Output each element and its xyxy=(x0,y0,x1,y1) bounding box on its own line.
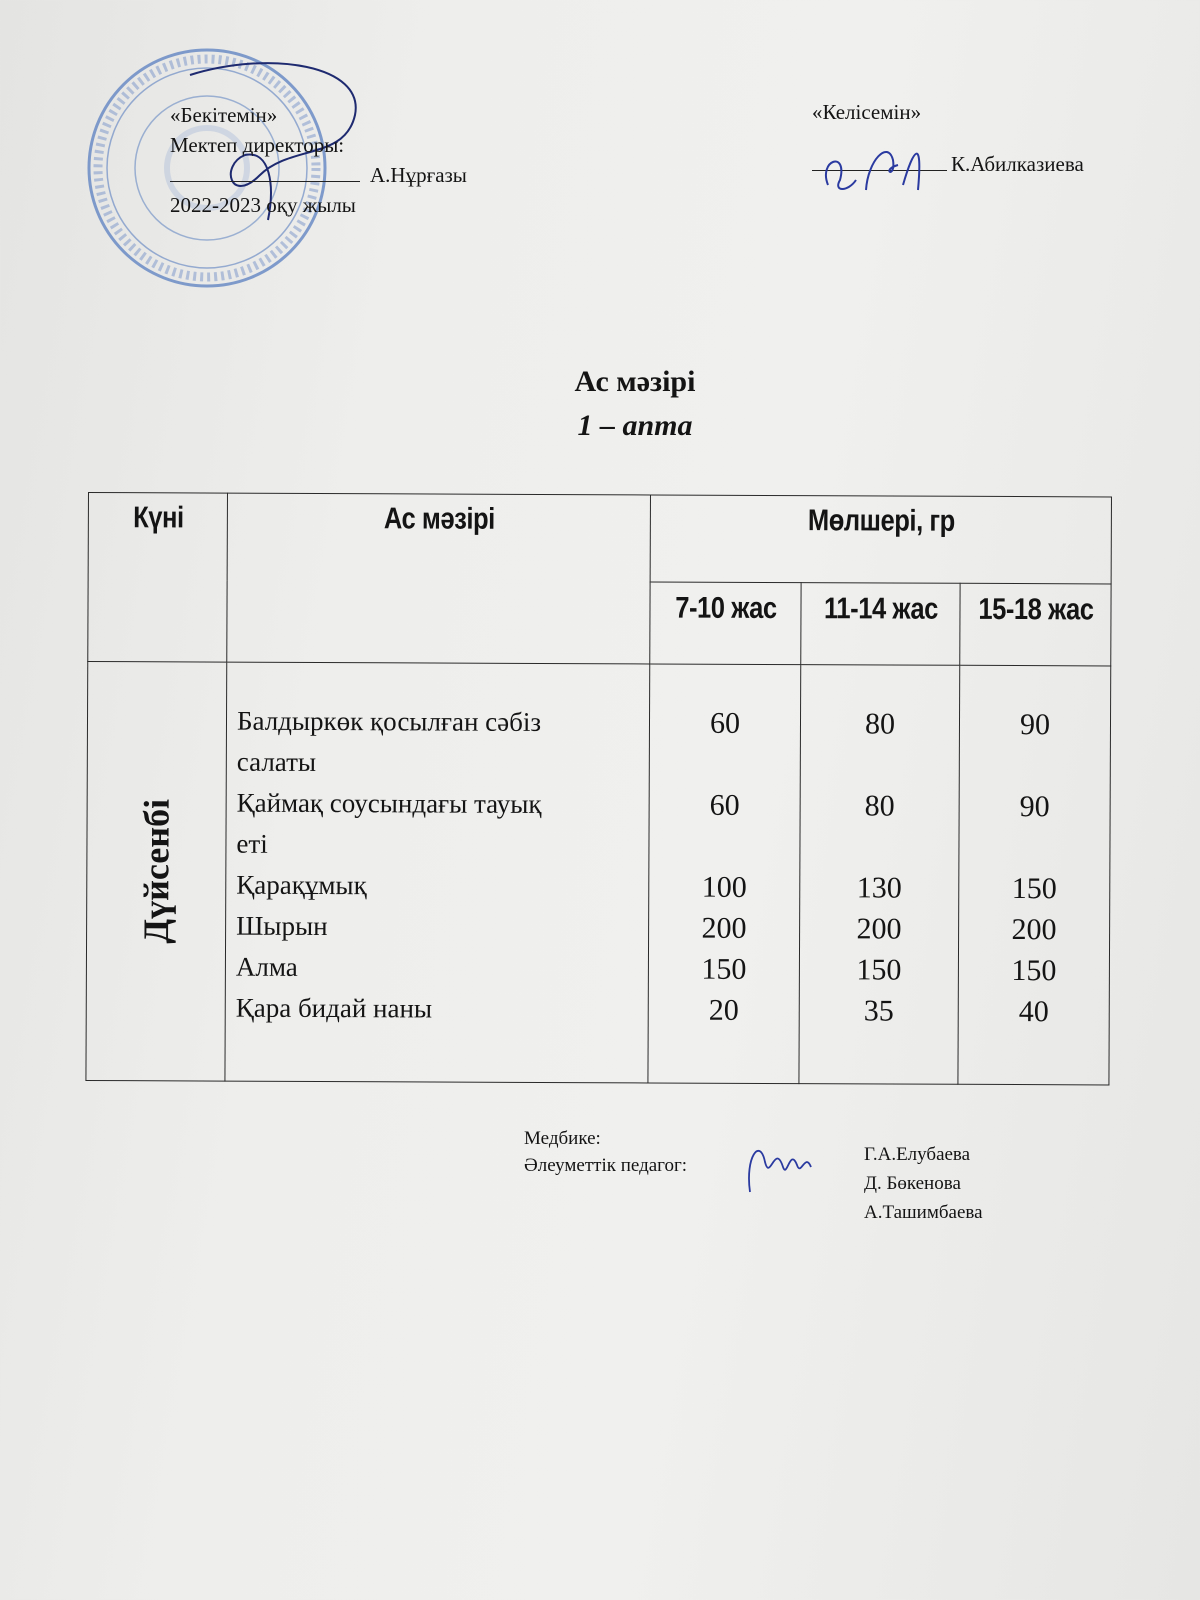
header-menu: Ас мәзірі xyxy=(258,493,618,664)
footer-roles xyxy=(524,1125,687,1179)
approval-label: «Бекітемін» xyxy=(170,103,278,127)
agreement-name: К.Абилказиева xyxy=(951,152,1084,176)
amount-value: 200 xyxy=(1011,913,1057,947)
amount-value: 80 xyxy=(864,789,895,823)
menu-title: Ас мәзірі xyxy=(574,365,696,398)
approval-block xyxy=(170,100,467,220)
amount-value: 130 xyxy=(856,871,902,905)
menu-table xyxy=(85,492,1112,1085)
amount-value: 40 xyxy=(1018,995,1049,1029)
amounts-7-10 xyxy=(648,664,801,1084)
signature-line xyxy=(170,167,360,182)
nurse-label: Медбике: xyxy=(524,1128,601,1149)
dish-item: Қарақұмық xyxy=(236,869,367,901)
amounts-15-18 xyxy=(958,665,1111,1085)
amount-value: 35 xyxy=(863,994,894,1028)
dish-item: Қара бидай наны xyxy=(235,992,433,1024)
week-title: 1 – апта xyxy=(577,409,693,442)
table-row xyxy=(86,662,1111,1085)
amount-value: 150 xyxy=(701,952,747,986)
header-age-7-10: 7-10 жас xyxy=(661,582,790,665)
amount-value: 150 xyxy=(1011,954,1057,988)
amount-value: 90 xyxy=(1019,790,1050,824)
day-cell xyxy=(86,662,227,1082)
amount-value: 80 xyxy=(864,707,896,741)
third-name: А.Ташимбаева xyxy=(864,1202,983,1223)
dish-list xyxy=(225,662,650,1083)
academic-year: 2022-2023 оқу жылы xyxy=(170,193,356,217)
dish-item: Балдыркөк қосылған сәбіз салаты xyxy=(236,705,542,777)
dish-item: Шырын xyxy=(236,910,328,942)
header-age-15-18: 15-18 жас xyxy=(971,583,1100,666)
agreement-signature xyxy=(818,130,938,200)
dish-item: Қаймақ соусындағы тауық еті xyxy=(236,787,542,859)
amounts-11-14 xyxy=(799,665,960,1085)
amount-value: 150 xyxy=(856,953,902,987)
nurse-name: Г.А.Елубаева xyxy=(864,1144,971,1165)
amount-value: 60 xyxy=(709,788,740,822)
director-role: Мектеп директоры: xyxy=(170,133,345,157)
amount-value: 150 xyxy=(1011,872,1057,906)
social-pedagogue-name: Д. Бөкенова xyxy=(864,1173,961,1194)
header-amount: Мөлшері, гр xyxy=(685,495,1077,584)
header-day: Күні xyxy=(98,493,217,663)
nurse-signature xyxy=(745,1137,815,1197)
dish-item: Алма xyxy=(235,951,298,982)
amount-value: 90 xyxy=(1019,708,1051,742)
footer-names xyxy=(864,1140,983,1227)
social-pedagogue-label: Әлеуметтік педагог: xyxy=(524,1155,688,1176)
amount-value: 100 xyxy=(701,870,747,904)
director-name: А.Нұрғазы xyxy=(370,163,467,187)
agreement-label: «Келісемін» xyxy=(812,100,922,124)
amount-value: 200 xyxy=(701,911,747,945)
amount-value: 60 xyxy=(709,706,741,740)
document-title xyxy=(0,360,1200,448)
header-age-11-14: 11-14 жас xyxy=(813,583,949,666)
amount-value: 200 xyxy=(856,912,902,946)
amount-value: 20 xyxy=(708,993,739,1027)
day-label: Дүйсенбі xyxy=(136,798,177,944)
